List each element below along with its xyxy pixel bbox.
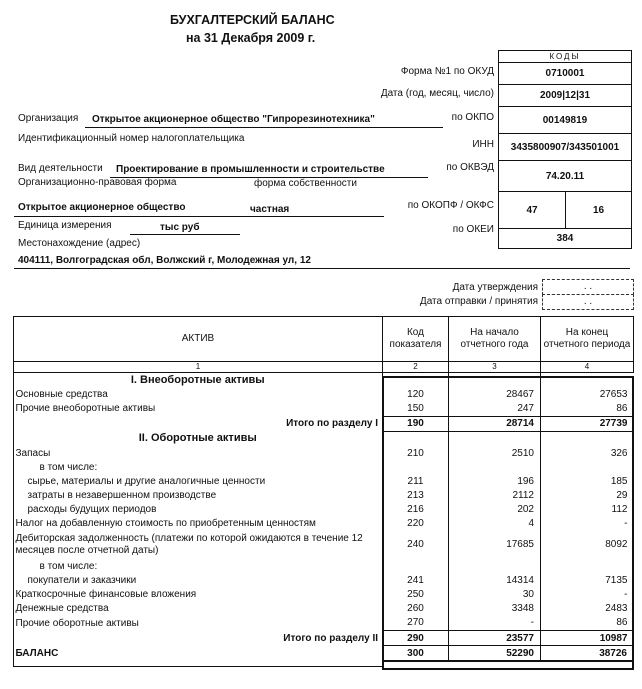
- col-number: 1: [14, 362, 383, 373]
- okved-label: по ОКВЭД: [446, 162, 494, 173]
- inn-full-label: Идентификационный номер налогоплательщика: [18, 133, 245, 144]
- org-label: Организация: [18, 113, 79, 124]
- okud-code: 0710001: [499, 63, 632, 85]
- col-number: 4: [541, 362, 634, 373]
- inn-code: 3435800907/343501001: [499, 134, 632, 161]
- activity-value: Проектирование в промышленности и строительстве: [116, 164, 385, 175]
- table-row: Итого по разделу I 190 28714 27739: [14, 416, 634, 431]
- ownership-label: форма собственности: [254, 178, 357, 189]
- okei-label: по ОКЕИ: [452, 224, 494, 235]
- codes-title: КОДЫ: [499, 51, 632, 63]
- unit-value: тыс руб: [160, 222, 200, 233]
- document-title: БУХГАЛТЕРСКИЙ БАЛАНС: [170, 13, 335, 27]
- table-row: сырье, материалы и другие аналогичные ценности 211 196 185: [14, 474, 634, 488]
- ownership-value: частная: [250, 204, 290, 215]
- approval-date-label: Дата утверждения: [452, 282, 538, 293]
- okopf-code: 47: [499, 192, 566, 229]
- table-row: Краткосрочные финансовые вложения 250 30 -: [14, 587, 634, 601]
- header-start: На начало отчетного года: [449, 317, 541, 362]
- send-date-field: . .: [542, 294, 634, 310]
- legal-form-underline: [14, 216, 384, 217]
- table-row: Прочие оборотные активы 270 - 86: [14, 616, 634, 631]
- unit-label: Единица измерения: [18, 220, 112, 231]
- codes-table: [498, 50, 632, 249]
- col-number: 3: [449, 362, 541, 373]
- table-bottom-border: [13, 666, 382, 667]
- table-left-border: [13, 316, 14, 666]
- okved-code: 74.20.11: [499, 161, 632, 192]
- legal-form-value: Открытое акционерное общество: [18, 202, 186, 213]
- org-value: Открытое акционерное общество "Гипрорезинотехника": [92, 114, 375, 125]
- unit-underline: [130, 234, 240, 235]
- date-label: Дата (год, месяц, число): [380, 88, 494, 99]
- table-row: Дебиторская задолженность (платежи по которой ожидаются в течение 12 месяцев после отчетной даты) 240 17685 8092: [14, 531, 634, 559]
- header-asset: АКТИВ: [14, 317, 383, 362]
- table-row: Итого по разделу II 290 23577 10987: [14, 631, 634, 646]
- okud-label: Форма №1 по ОКУД: [400, 66, 494, 77]
- legal-form-label: Организационно-правовая форма: [18, 177, 177, 188]
- okpo-code: 00149819: [499, 107, 632, 134]
- activity-label: Вид деятельности: [18, 163, 103, 174]
- table-row: Налог на добавленную стоимость по приобретенным ценностям 220 4 -: [14, 517, 634, 531]
- section-2-title: II. Оборотные активы: [138, 432, 257, 445]
- date-code: 2009|12|31: [499, 85, 632, 107]
- col-number: 2: [383, 362, 449, 373]
- okfs-code: 16: [566, 192, 632, 229]
- section-1-title: I. Внеоборотные активы: [130, 373, 265, 386]
- org-underline: [85, 127, 443, 128]
- table-row: расходы будущих периодов 216 202 112: [14, 503, 634, 517]
- balance-table: [13, 316, 634, 662]
- approval-date-field: . .: [542, 279, 634, 295]
- table-row: в том числе:: [14, 460, 634, 474]
- header-end: На конец отчетного периода: [541, 317, 634, 362]
- okei-code: 384: [499, 229, 632, 249]
- table-row: затраты в незавершенном производстве 213 2112 29: [14, 489, 634, 503]
- table-row: БАЛАНС 300 52290 38726: [14, 646, 634, 662]
- okopf-label: по ОКОПФ / ОКФС: [407, 200, 494, 211]
- table-row: Прочие внеоборотные активы 150 247 86: [14, 401, 634, 416]
- table-row: в том числе:: [14, 559, 634, 573]
- okpo-label: по ОКПО: [451, 112, 494, 123]
- document-date: на 31 Декабря 2009 г.: [186, 31, 316, 45]
- send-date-label: Дата отправки / принятия: [419, 296, 538, 307]
- table-row: Запасы 210 2510 326: [14, 446, 634, 460]
- table-row: Основные средства 120 28467 27653: [14, 387, 634, 401]
- inn-label: ИНН: [472, 139, 494, 150]
- header-code: Код показателя: [383, 317, 449, 362]
- table-row: покупатели и заказчики 241 14314 7135: [14, 573, 634, 587]
- location-underline: [14, 268, 630, 269]
- location-value: 404111, Волгоградская обл, Волжский г, Молодежная ул, 12: [18, 255, 311, 266]
- location-label: Местонахождение (адрес): [18, 238, 141, 249]
- table-row: Денежные средства 260 3348 2483: [14, 602, 634, 616]
